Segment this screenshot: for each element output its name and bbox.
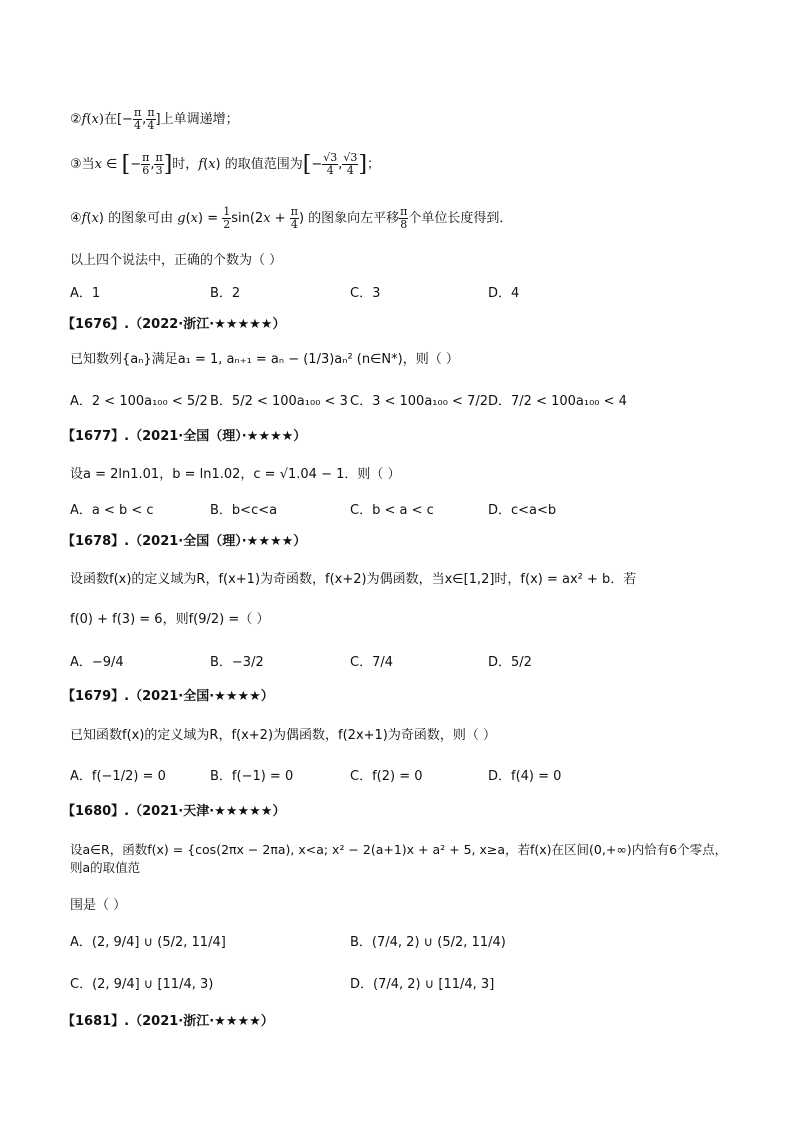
problem-1678-stem-line2: f(0) + f(3) = 6，则f(9/2) =（ ） [70,612,270,627]
problem-1679-option-d: D．f(4) = 0 [488,769,562,784]
option-c: C．3 [350,286,381,301]
problem-1676-option-d: D．7/2 < 100a₁₀₀ < 4 [488,394,627,409]
problem-1680-header: 【1680】.（2021·天津·★★★★★） [62,804,286,819]
problem-1676-option-b: B．5/2 < 100a₁₀₀ < 3 [210,394,348,409]
option-b: B．2 [210,286,241,301]
problem-1680-option-d: D．(7/4, 2) ∪ [11/4, 3] [350,977,495,992]
problem-1679-stem: 已知函数f(x)的定义域为R，f(x+2)为偶函数，f(2x+1)为奇函数，则（ ） [70,728,497,743]
statement-2: ②f(x)在[− $\frac{\pi}{4}$ , $\frac{\pi}{4}$ ]上单调递增； [70,106,239,132]
problem-1677-option-c: C．b < a < c [350,503,434,518]
problem-1679-option-b: B．f(−1) = 0 [210,769,294,784]
option-d: D．4 [488,286,520,301]
problem-1678-option-b: B．−3/2 [210,655,264,670]
problem-1677-option-b: B．b<c<a [210,503,278,518]
problem-1680-stem-line2: 围是（ ） [70,898,127,913]
problem-1678-option-c: C．7/4 [350,655,393,670]
problem-1676-stem: 已知数列{aₙ}满足a₁ = 1, aₙ₊₁ = aₙ − (1/3)aₙ² (n∈N*)，则（ ） [70,352,459,367]
problem-1680-stem-line1: 设a∈R，函数f(x) = {cos(2πx − 2πa), x<a; x² − 2(a+1)x + a² + 5, x≥a，若f(x)在区间(0,+∞)内恰有6个零点，则a的取值范 [70,842,728,875]
option-a: A．1 [70,286,101,301]
problem-1676-header: 【1676】.（2022·浙江·★★★★★） [62,317,286,332]
problem-1678-header: 【1678】.（2021·全国（理）·★★★★） [62,534,307,549]
problem-1680-option-b: B．(7/4, 2) ∪ (5/2, 11/4) [350,935,506,950]
problem-1677-option-d: D．c<a<b [488,503,557,518]
problem-1678-option-a: A．−9/4 [70,655,124,670]
problem-1681-header: 【1681】.（2021·浙江·★★★★） [62,1014,274,1029]
problem-1677-option-a: A．a < b < c [70,503,154,518]
problem-1677-stem: 设a = 2ln1.01，b = ln1.02，c = √1.04 − 1．则（ ） [70,467,401,482]
problem-1676-option-a: A．2 < 100a₁₀₀ < 5/2 [70,394,208,409]
problem-1678-option-d: D．5/2 [488,655,532,670]
problem-1679-option-a: A．f(−1/2) = 0 [70,769,166,784]
problem-1680-option-c: C．(2, 9/4] ∪ [11/4, 3) [70,977,214,992]
problem-1680-option-a: A．(2, 9/4] ∪ (5/2, 11/4] [70,935,226,950]
question-text: 以上四个说法中，正确的个数为（ ） [70,253,283,268]
problem-1676-option-c: C．3 < 100a₁₀₀ < 7/2 [350,394,488,409]
problem-1677-header: 【1677】.（2021·全国（理）·★★★★） [62,429,307,444]
problem-1679-option-c: C．f(2) = 0 [350,769,423,784]
statement-4: ④f(x) 的图象可由 g(x) = $\frac{1}{2}$ sin(2x + $\frac{\pi}{4}$ ) 的图象向左平移 $\frac{\pi}{8}$ 个单位长度得到． [70,205,513,231]
statement-3: ③当x ∈ [− $\frac{\pi}{6}$ , $\frac{\pi}{3}$ ]时，f(x) 的取值范围为[− $\frac{√3}{4}$ , $\frac{√3}{4}$ ]； [70,151,381,177]
problem-1679-header: 【1679】.（2021·全国·★★★★） [62,689,274,704]
problem-1678-stem-line1: 设函数f(x)的定义域为R，f(x+1)为奇函数，f(x+2)为偶函数，当x∈[1,2]时，f(x) = ax² + b．若 [70,572,637,587]
